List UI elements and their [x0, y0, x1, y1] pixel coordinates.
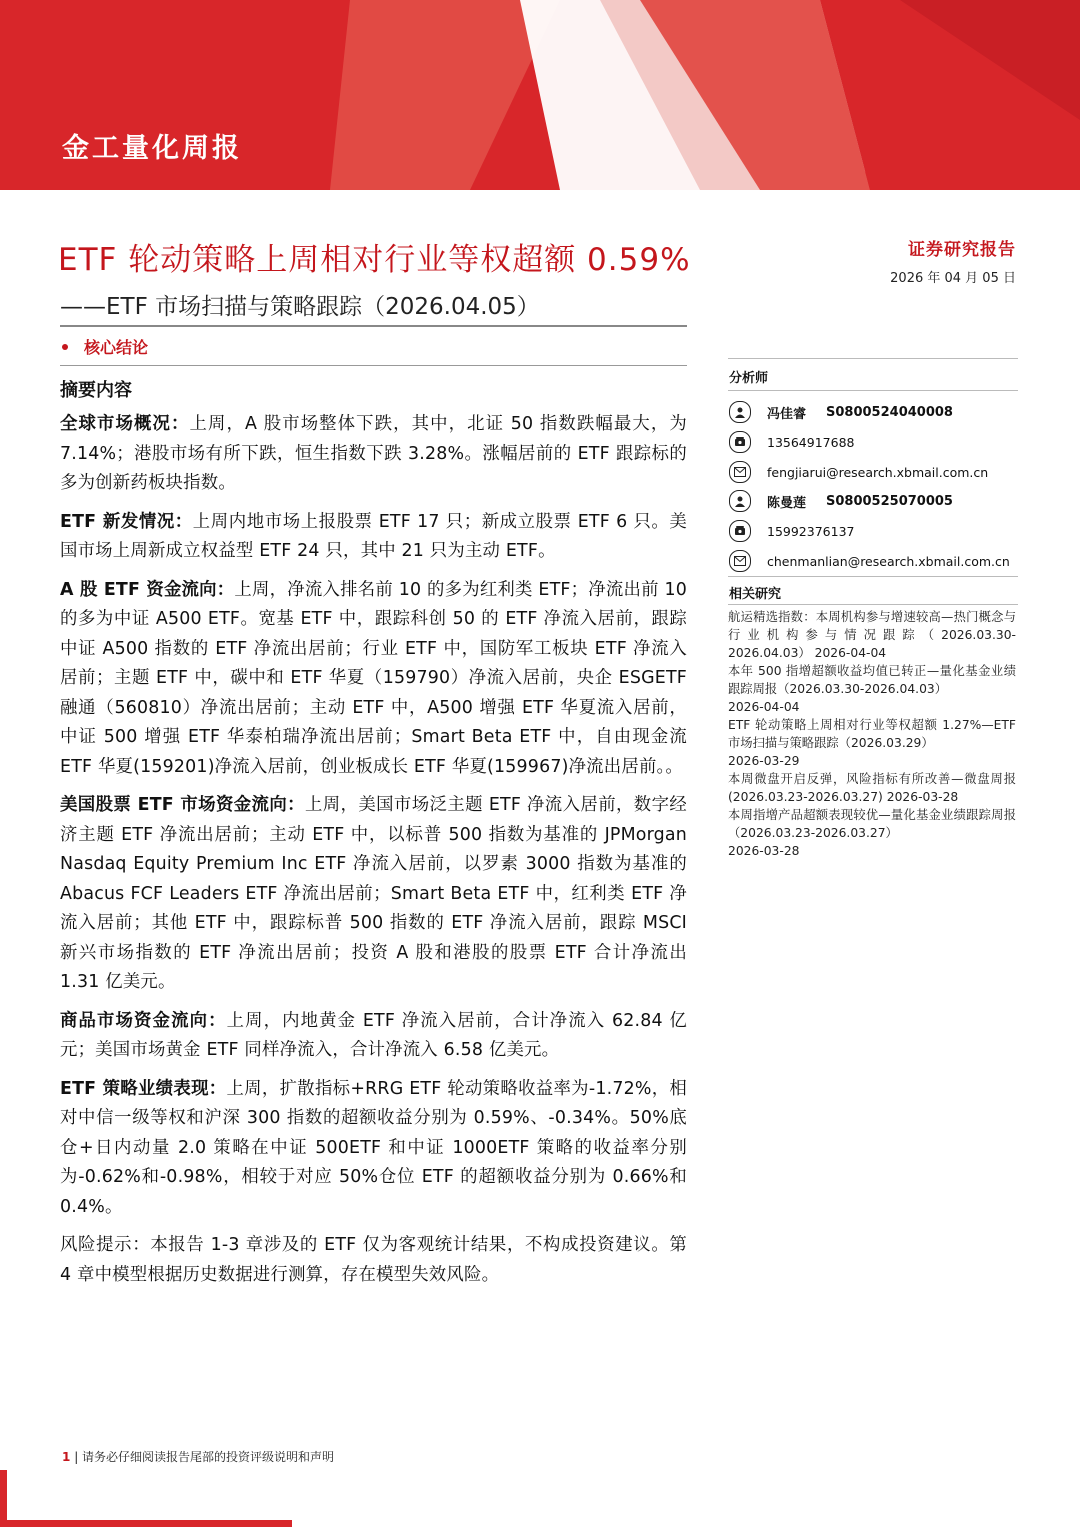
related-item[interactable]: 本周微盘开启反弹，风险指标有所改善—微盘周报(2026.03.23-2026.03.27) 2026-03-28	[728, 772, 1016, 804]
analyst-email-row	[729, 550, 1010, 572]
corner-mark-horizontal	[0, 1520, 292, 1527]
header-banner	[0, 0, 1080, 190]
report-date: 2026 年 04 月 05 日	[890, 271, 1016, 286]
analyst-phone-row	[729, 431, 854, 453]
corner-mark-vertical	[0, 1470, 7, 1527]
risk-warning: 风险提示：本报告 1-3 章涉及的 ETF 仅为客观统计结果，不构成投资建议。第 4 章中模型根据历史数据进行测算，存在模型失效风险。	[60, 1235, 687, 1285]
analyst-email[interactable]: fengjiarui@research.xbmail.com.cn	[767, 464, 989, 480]
analyst-heading: 分析师	[729, 371, 769, 386]
analyst-phone-row	[729, 520, 854, 542]
summary-body	[60, 410, 687, 1299]
related-heading: 相关研究	[729, 587, 782, 602]
analyst-divider	[728, 390, 1018, 391]
core-divider	[60, 365, 687, 366]
report-series-title: 金工量化周报	[62, 133, 242, 164]
analyst-email-row	[729, 461, 988, 483]
person-icon	[729, 490, 751, 512]
main-title: ETF 轮动策略上周相对行业等权超额 0.59%	[58, 242, 691, 278]
related-item[interactable]: 航运精选指数：本周机构参与增速较高—热门概念与行业机构参与情况跟踪（2026.03.30-2026.04.03） 2026-04-04	[728, 610, 1016, 660]
related-item[interactable]: ETF 轮动策略上周相对行业等权超额 1.27%—ETF 市场扫描与策略跟踪（2026.03.29） 2026-03-29	[728, 718, 1016, 768]
summary-paragraph: 美国股票 ETF 市场资金流向：上周，美国市场泛主题 ETF 净流入居前，数字经济主题 ETF 净流出居前；主动 ETF 中，以标普 500 指数为基准的 JPMorgan Nasdaq Equity Premium Inc ETF 净流入居前，以罗素 3000 指数为基准的 Abacus FCF Leaders ETF 净流出居前；Smart Beta ETF 中，红利类 ETF 净流入居前；其他 ETF 中，跟踪标普 500 指数的 ETF 净流入居前，跟踪 MSCI 新兴市场指数的 ETF 净流出居前；投资 A 股和港股的股票 ETF 合计净流出 1.31 亿美元。	[60, 795, 687, 992]
analyst-phone: 15992376137	[767, 523, 855, 539]
related-item[interactable]: 本周指增产品超额表现较优—量化基金业绩跟踪周报（2026.03.23-2026.03.27） 2026-03-28	[728, 808, 1016, 858]
analyst-top-divider	[728, 358, 1018, 359]
summary-paragraph: ETF 新发情况：上周内地市场上报股票 ETF 17 只；新成立股票 ETF 6 只。美国市场上周新成立权益型 ETF 24 只，其中 21 只为主动 ETF。	[60, 511, 688, 561]
analyst-name: 冯佳睿	[767, 406, 807, 422]
phone-icon	[729, 520, 751, 542]
summary-heading: 摘要内容	[60, 380, 132, 401]
person-icon	[729, 401, 751, 423]
bullet-icon	[62, 344, 68, 350]
analyst-cert-code: S0800524040008	[826, 404, 953, 420]
summary-paragraph: 商品市场资金流向：上周，内地黄金 ETF 净流入居前，合计净流入 62.84 亿元；美国市场黄金 ETF 同样净流入，合计净流入 6.58 亿美元。	[60, 1010, 687, 1060]
phone-icon	[729, 431, 751, 453]
summary-paragraph: ETF 策略业绩表现：上周，扩散指标+RRG ETF 轮动策略收益率为-1.72%，相对中信一级等权和沪深 300 指数的超额收益分别为 0.59%、-0.34%。50%底仓+日内动量 2.0 策略在中证 500ETF 和中证 1000ETF 策略的收益率分别为-0.62%和-0.98%，相较于对应 50%仓位 ETF 的超额收益分别为 0.66%和 0.4%。	[60, 1078, 687, 1217]
core-conclusion-heading: 核心结论	[60, 335, 148, 358]
page-footer: 1 | 请务必仔细阅读报告尾部的投资评级说明和声明	[62, 1450, 335, 1464]
doc-type-label: 证券研究报告	[908, 240, 1016, 260]
summary-paragraph: A 股 ETF 资金流向：上周，净流入排名前 10 的多为红利类 ETF；净流出前 10 的多为中证 A500 ETF。宽基 ETF 中，跟踪科创 50 的 ETF 净流入居前，跟踪中证 A500 指数的 ETF 净流出居前；行业 ETF 中，国防军工板块 ETF 净流入居前；主题 ETF 中，碳中和 ETF 华夏（159790）净流入居前，央企 ESGETF 融通（560810）净流出居前；主动 ETF 中，A500 增强 ETF 华夏流入居前，中证 500 增强 ETF 华泰柏瑞净流出居前；Smart Beta ETF 中，自由现金流 ETF 华夏(159201)净流入居前，创业板成长 ETF 华夏(159967)净流出居前。。	[60, 579, 687, 777]
page-number: 1	[62, 1450, 71, 1464]
mail-icon	[729, 550, 751, 572]
title-divider	[60, 325, 687, 327]
summary-paragraph: 全球市场概况：上周，A 股市场整体下跌，其中，北证 50 指数跌幅最大，为 7.14%；港股市场有所下跌，恒生指数下跌 3.28%。涨幅居前的 ETF 跟踪标的多为创新药板块指数。	[60, 414, 687, 493]
analyst-name: 陈曼莲	[767, 495, 807, 511]
footer-note: 请务必仔细阅读报告尾部的投资评级说明和声明	[82, 1450, 335, 1464]
related-divider	[728, 604, 1018, 605]
analyst-email[interactable]: chenmanlian@research.xbmail.com.cn	[767, 553, 1010, 569]
related-item[interactable]: 本年 500 指增超额收益均值已转正—量化基金业绩跟踪周报（2026.03.30-2026.04.03） 2026-04-04	[728, 664, 1016, 714]
analyst-phone: 13564917688	[767, 434, 855, 450]
related-top-divider	[728, 576, 1018, 577]
analyst-name-row	[729, 401, 953, 423]
analyst-name-row	[729, 490, 953, 512]
related-research-list	[728, 608, 1016, 860]
analyst-cert-code: S0800525070005	[826, 493, 953, 509]
sub-title: ——ETF 市场扫描与策略跟踪（2026.04.05）	[60, 294, 540, 320]
mail-icon	[729, 461, 751, 483]
